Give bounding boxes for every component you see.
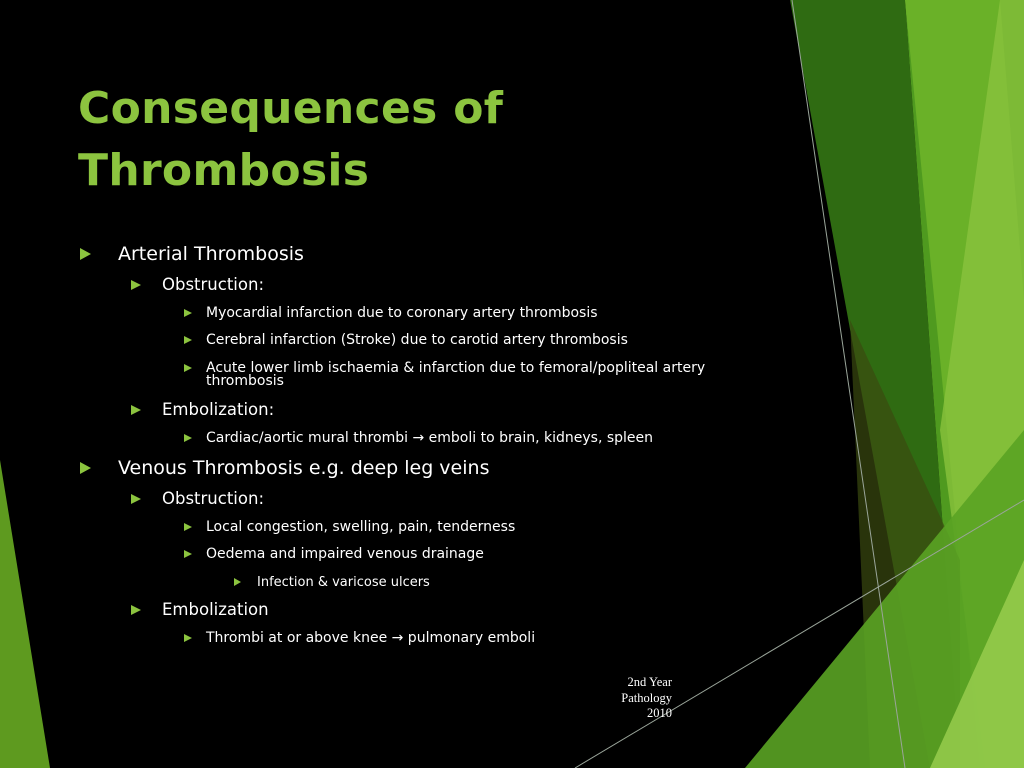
bullet-arrow-icon [131, 494, 141, 504]
bullet-arrow-icon [80, 462, 91, 474]
limb-ischaemia-line-1: Acute lower limb ischaemia & infarction due to femoral/popliteal artery [206, 360, 706, 376]
title-line-2: Thrombosis [78, 145, 370, 196]
limb-ischaemia-line-2: thrombosis [206, 373, 284, 389]
bullet-arrow-icon [184, 336, 192, 344]
footer-line-3: 2010 [647, 706, 672, 720]
bullet-arrow-icon [184, 550, 192, 558]
bullet-arrow-icon [131, 605, 141, 615]
slide-footer [621, 675, 672, 722]
bullet-list: Arterial Thrombosis Obstruction: Myocardial infarction due to coronary artery thrombosis Cerebral infarction (Stroke) due to carotid artery thrombosis Acute lower limb ischaemia & infarction due to femoral/popliteal artery thrombosis Embolization: Cardiac/aortic mural thrombi → emboli to brain, kidneys, spleen Venous Thrombosis e.g. deep leg veins Obstruction: Local congestion, swelling, pain, tenderness Oedema and impaired venous drainage Infection & varicose ulcers Embolization Thrombi at or above knee → pulmonary emboli [0, 0, 1024, 768]
bullet-arrow-icon [184, 634, 192, 642]
bullet-arrow-icon [184, 523, 192, 531]
bullet-arrow-icon [80, 248, 91, 260]
footer-line-2: Pathology [621, 690, 672, 705]
bullet-arrow-icon [184, 309, 192, 317]
bullet-arrow-icon [184, 434, 192, 442]
footer-line-1: 2nd Year [627, 675, 672, 689]
bullet-arrow-icon [234, 578, 241, 586]
bullet-arrow-icon [131, 280, 141, 290]
title-line-1: Consequences of [78, 83, 504, 134]
bullet-arrow-icon [131, 405, 141, 415]
bullet-arrow-icon [184, 364, 192, 372]
